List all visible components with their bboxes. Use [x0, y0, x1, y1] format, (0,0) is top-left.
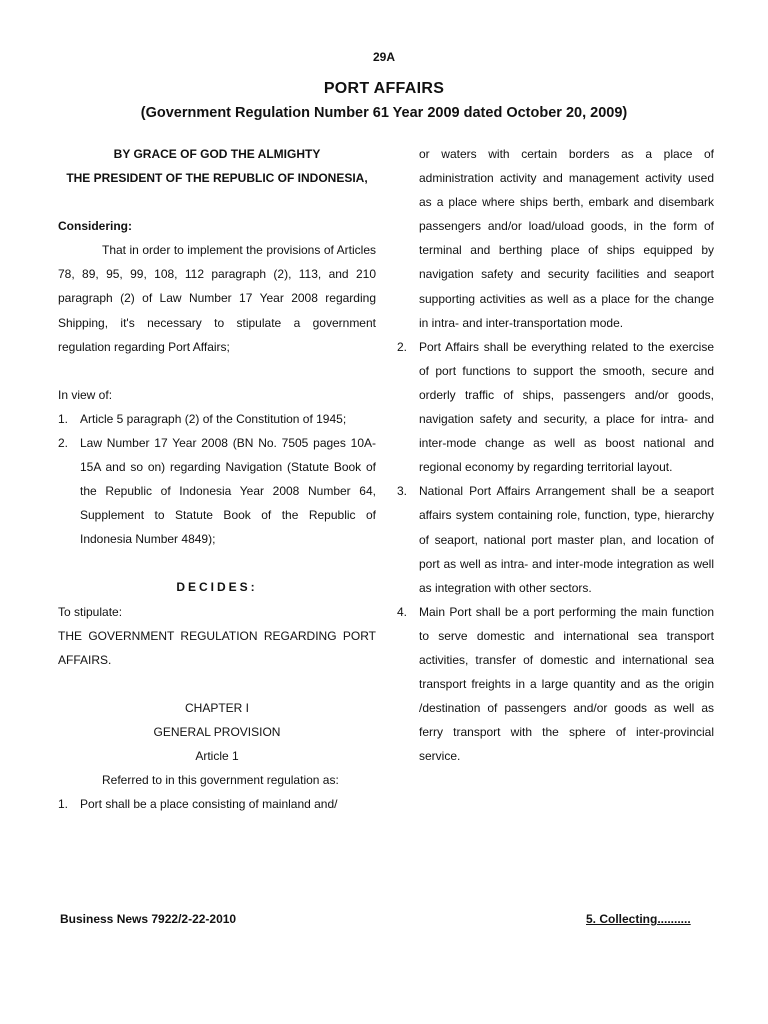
footer-continued: 5. Collecting.......... — [586, 912, 691, 926]
definition-text: Port Affairs shall be everything related to the exercise of port functions to support the smooth, secure and orderly traffic of ships, passengers and/or goods, navigation safety and security, a place for intra- and inter-mode change as well as boost national and regional economy by regarding territorial layout. — [419, 339, 714, 475]
left-column — [58, 142, 376, 816]
list-item-text: Law Number 17 Year 2008 (BN No. 7505 pages 10A-15A and so on) regarding Navigation (Statute Book of the Republic of Indonesia Year 2008 Number 64, Supplement to Statute Book of the Republic of Indonesia Number 4849); — [80, 435, 376, 547]
list-item-number: 1. — [58, 411, 69, 426]
to-stipulate-label: To stipulate: — [58, 604, 123, 619]
in-view-heading: In view of: — [58, 387, 113, 402]
chapter-heading: CHAPTER I — [184, 700, 249, 715]
definition-text: Main Port shall be a port performing the main function to serve domestic and international sea transport activities, transfer of domestic and international sea transport freights in a large quantity and as the origin /destination of passengers and/or goods as well as ferry transport with the sphere of inter-provincial service. — [419, 604, 714, 764]
definition-item — [397, 600, 714, 769]
definition-item — [397, 479, 714, 599]
considering-heading: Considering: — [58, 219, 132, 234]
list-item-number: 2. — [58, 435, 69, 450]
document-subtitle: (Government Regulation Number 61 Year 2009 dated October 20, 2009) — [140, 105, 628, 121]
list-item — [58, 431, 376, 551]
list-item-text: Article 5 paragraph (2) of the Constitution of 1945; — [80, 411, 347, 426]
definition-item — [58, 792, 376, 816]
stipulation-text: THE GOVERNMENT REGULATION REGARDING PORT AFFAIRS. — [58, 628, 376, 667]
definition-text: National Port Affairs Arrangement shall be a seaport affairs system containing role, function, type, hierarchy of seaport, national port master plan, and location of port as well as intra- and inter-mode integration as well as integration with other sectors. — [419, 484, 714, 595]
definition-item — [397, 335, 714, 480]
footer-source: Business News 7922/2-22-2010 — [60, 912, 237, 926]
decides-heading: DECIDES: — [176, 580, 258, 595]
article-heading: Article 1 — [195, 748, 239, 763]
considering-text: That in order to implement the provisions of Articles 78, 89, 95, 99, 108, 112 paragraph (2), 113, and 210 paragraph (2) of Law Number 17 Year 2008 regarding Shipping, it's necessary to stipulate a government regulation regarding Port Affairs; — [58, 243, 376, 354]
definition-number: 3. — [397, 484, 408, 499]
list-item — [58, 407, 376, 431]
definition-number: 4. — [397, 604, 408, 619]
right-column — [397, 142, 714, 768]
definition-number: 1. — [58, 797, 69, 812]
grace-line: BY GRACE OF GOD THE ALMIGHTY — [113, 147, 321, 161]
definition-text: Port shall be a place consisting of mainland and/ — [80, 797, 338, 812]
article-intro: Referred to in this government regulation as: — [102, 773, 339, 788]
definition-continuation: or waters with certain borders as a place of administration activity and management activity used as a place where ships berth, embark and disembark passengers and/or load/uload goods, in the form of terminal and berthing place of ships equipped by navigation safety and security facilities and seaport supporting activities as well as a place for the change in intra- and inter-transportation mode. — [419, 147, 714, 330]
chapter-title: GENERAL PROVISION — [153, 724, 281, 739]
document-title: PORT AFFAIRS — [323, 80, 445, 97]
definition-number: 2. — [397, 339, 408, 354]
president-line: THE PRESIDENT OF THE REPUBLIC OF INDONESIA, — [66, 171, 368, 186]
page-number: 29A — [372, 50, 395, 64]
